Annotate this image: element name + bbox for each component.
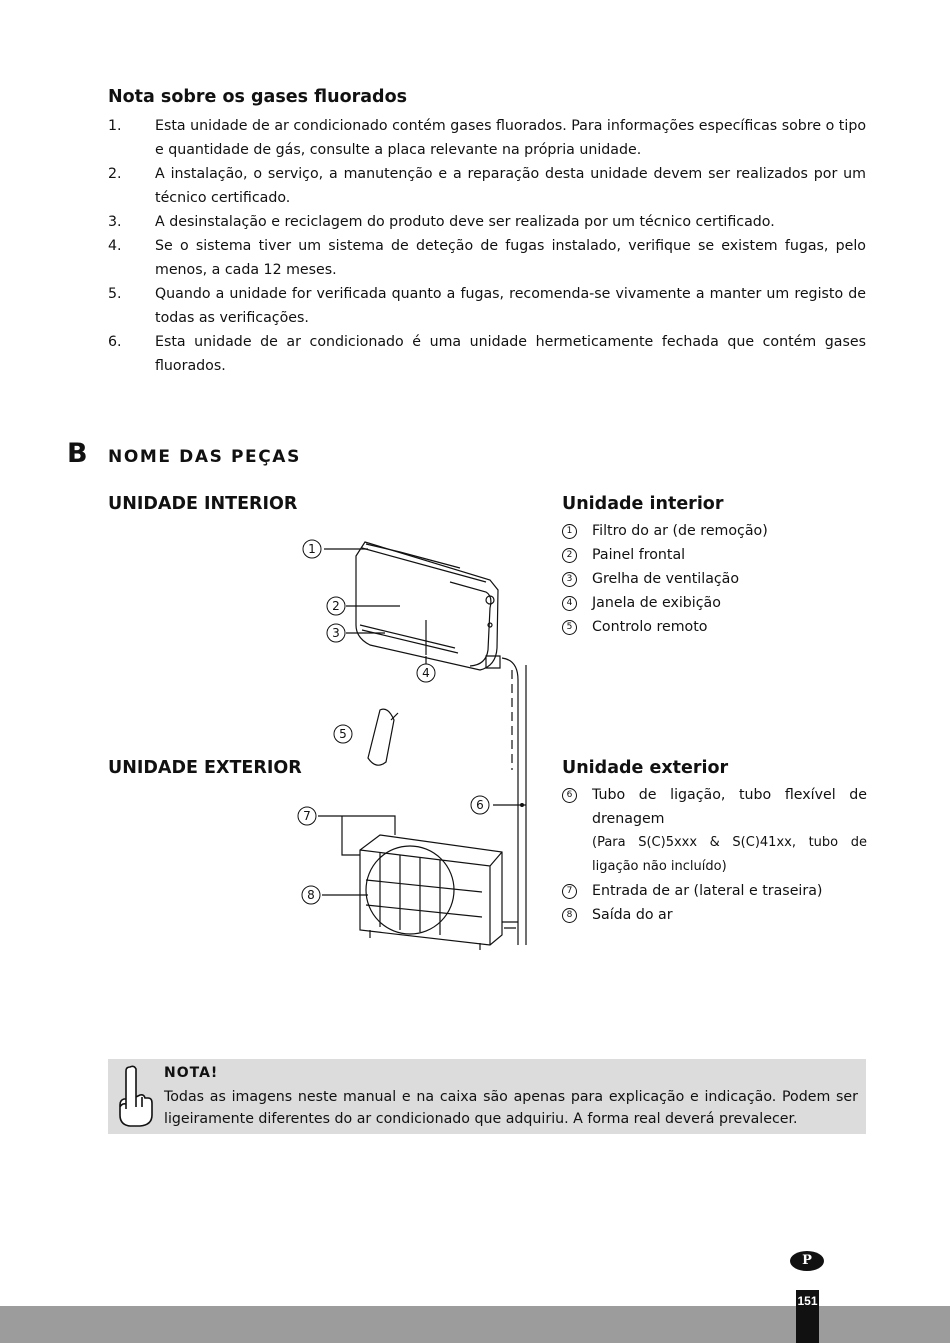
piping-hose bbox=[502, 658, 518, 945]
outdoor-unit-fan-grille bbox=[366, 852, 482, 935]
outdoor-parts-list bbox=[562, 783, 867, 927]
outdoor-unit-top bbox=[360, 850, 502, 945]
part-number: 6 bbox=[562, 788, 577, 803]
note-title: NOTA! bbox=[164, 1065, 219, 1081]
section-letter: B bbox=[67, 438, 88, 469]
indoor-heading: Unidade interior bbox=[562, 494, 724, 514]
part-label: Tubo de ligação, tubo flexível de drenagem bbox=[592, 787, 867, 827]
aircon-diagram bbox=[290, 530, 550, 955]
item-number: 2. bbox=[108, 166, 122, 182]
part-label: Filtro do ar (de remoção) bbox=[592, 523, 768, 539]
part-number: 2 bbox=[562, 548, 577, 563]
list-item bbox=[562, 567, 867, 591]
part-label: Controlo remoto bbox=[592, 619, 708, 635]
callout-2: 2 bbox=[332, 599, 340, 613]
item-number: 4. bbox=[108, 238, 122, 254]
indoor-unit-grille bbox=[360, 625, 458, 653]
list-item bbox=[108, 330, 866, 378]
part-number: 3 bbox=[562, 572, 577, 587]
fluor-gas-list bbox=[108, 114, 866, 378]
callout-7: 7 bbox=[303, 809, 311, 823]
part-number: 4 bbox=[562, 596, 577, 611]
item-number: 1. bbox=[108, 118, 122, 134]
outdoor-unit-fan bbox=[366, 846, 454, 934]
item-number: 5. bbox=[108, 286, 122, 302]
item-number: 3. bbox=[108, 214, 122, 230]
indoor-unit-side-panel bbox=[450, 582, 491, 666]
list-item bbox=[108, 162, 866, 210]
list-item bbox=[562, 591, 867, 615]
callout-8: 8 bbox=[307, 888, 315, 902]
part-label: Painel frontal bbox=[592, 547, 686, 563]
callout-6: 6 bbox=[476, 798, 484, 812]
item-text: Esta unidade de ar condicionado contém gases fluorados. Para informações específicas sobre o tipo e quantidade de gás, consulte a placa relevante na própria unidade. bbox=[155, 118, 866, 158]
indoor-parts-list bbox=[562, 519, 867, 639]
list-item bbox=[108, 114, 866, 162]
callout-4: 4 bbox=[422, 666, 430, 680]
list-item bbox=[108, 210, 866, 234]
part-note: (Para S(C)5xxx & S(C)41xx, tubo de ligação não incluído) bbox=[592, 835, 867, 874]
pointing-hand-icon bbox=[112, 1063, 156, 1129]
item-text: Se o sistema tiver um sistema de deteção de fugas instalado, verifique se existem fugas, pelo menos, a cada 12 meses. bbox=[155, 238, 866, 278]
indoor-unit-filter bbox=[362, 544, 486, 582]
callout-5: 5 bbox=[339, 727, 347, 741]
list-item bbox=[562, 879, 867, 903]
part-number: 7 bbox=[562, 884, 577, 899]
list-item bbox=[108, 282, 866, 330]
remote-control bbox=[368, 709, 394, 765]
callout-1: 1 bbox=[308, 542, 316, 556]
section-title: NOME DAS PEÇAS bbox=[108, 447, 301, 467]
part-label: Entrada de ar (lateral e traseira) bbox=[592, 883, 823, 899]
part-label: Janela de exibição bbox=[592, 595, 721, 611]
item-text: A instalação, o serviço, a manutenção e a reparação desta unidade devem ser realizados por um técnico certificado. bbox=[155, 166, 866, 206]
outdoor-caps-heading: UNIDADE EXTERIOR bbox=[108, 758, 302, 778]
item-text: Quando a unidade for verificada quanto a fugas, recomenda-se vivamente a manter um registo de todas as verificações. bbox=[155, 286, 866, 326]
callout-3: 3 bbox=[332, 626, 340, 640]
list-item bbox=[562, 615, 867, 639]
outdoor-heading: Unidade exterior bbox=[562, 758, 729, 778]
part-number: 8 bbox=[562, 908, 577, 923]
item-number: 6. bbox=[108, 334, 122, 350]
list-item bbox=[562, 903, 867, 927]
indoor-caps-heading: UNIDADE INTERIOR bbox=[108, 494, 298, 514]
language-badge: P bbox=[790, 1251, 824, 1271]
note-box bbox=[108, 1059, 866, 1134]
list-item bbox=[562, 519, 867, 543]
list-item bbox=[562, 783, 867, 879]
list-item bbox=[562, 543, 867, 567]
page-number: 151 bbox=[797, 1294, 818, 1308]
part-number: 5 bbox=[562, 620, 577, 635]
part-label: Saída do ar bbox=[592, 907, 673, 923]
fluor-gas-title: Nota sobre os gases fluorados bbox=[108, 87, 408, 107]
outdoor-valve bbox=[502, 922, 518, 928]
part-number: 1 bbox=[562, 524, 577, 539]
part-label: Grelha de ventilação bbox=[592, 571, 740, 587]
item-text: A desinstalação e reciclagem do produto deve ser realizada por um técnico certificado. bbox=[155, 214, 775, 230]
list-item bbox=[108, 234, 866, 282]
note-text: Todas as imagens neste manual e na caixa são apenas para explicação e indicação. Podem ser ligeiramente diferentes do ar condicionado que adquiriu. A forma real deverá prevalecer. bbox=[164, 1089, 858, 1127]
item-text: Esta unidade de ar condicionado é uma unidade hermeticamente fechada que contém gases fluorados. bbox=[155, 334, 866, 374]
